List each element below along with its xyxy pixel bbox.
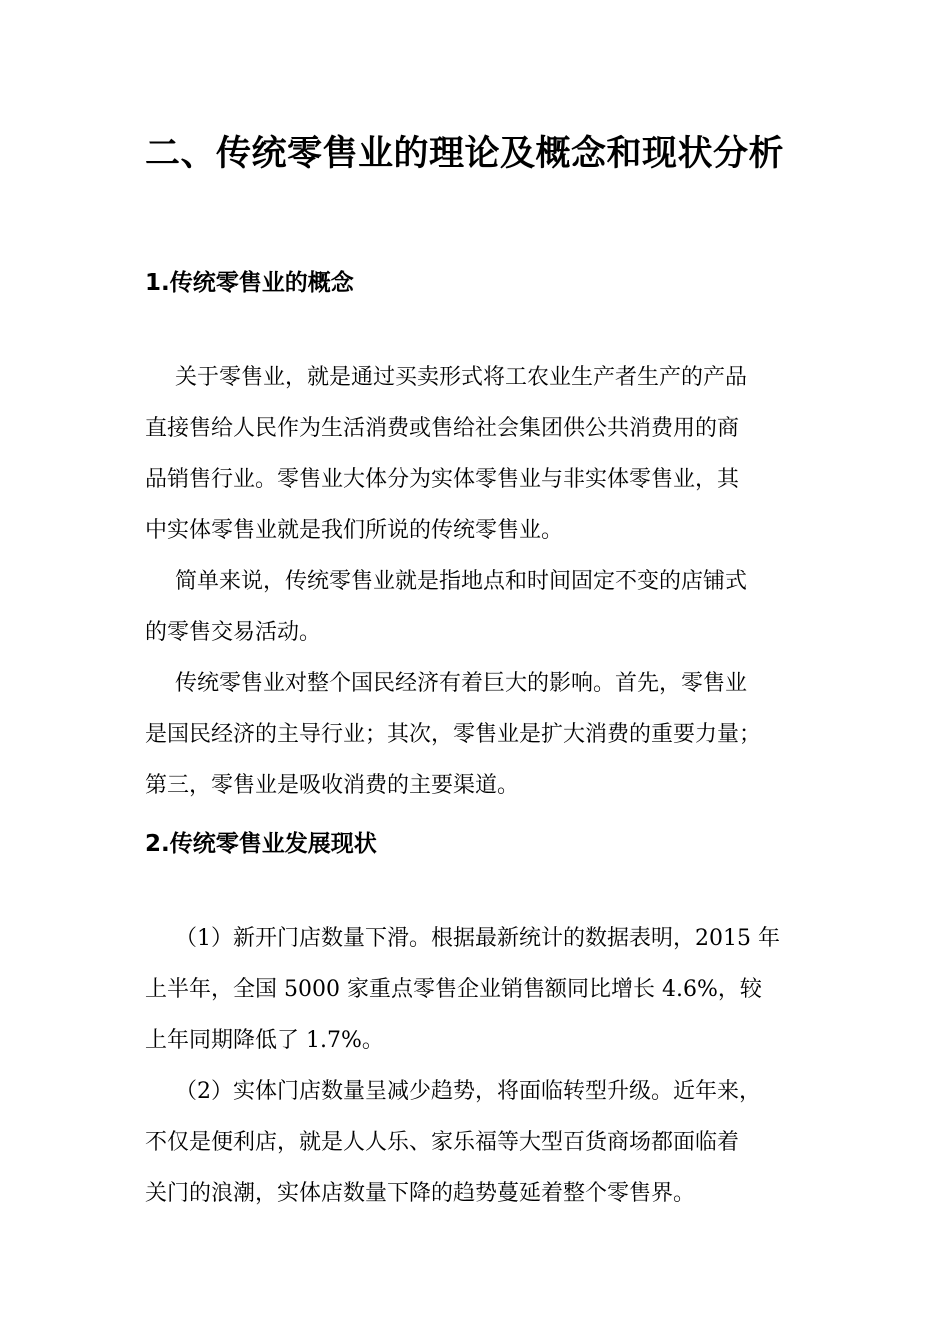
paragraph-store-decline bbox=[145, 913, 825, 1066]
text-line: 关于零售业，就是通过买卖形式将工农业生产者生产的产品 bbox=[175, 365, 748, 390]
text-line: 中实体零售业就是我们所说的传统零售业。 bbox=[145, 518, 564, 543]
text-line: （2）实体门店数量呈减少趋势，将面临转型升级。近年来， bbox=[175, 1079, 761, 1104]
section-heading-concept: 1.传统零售业的概念 bbox=[145, 270, 354, 296]
text-line: 是国民经济的主导行业；其次，零售业是扩大消费的重要力量； bbox=[145, 722, 762, 747]
page-title: 二、传统零售业的理论及概念和现状分析 bbox=[145, 133, 785, 174]
text-line: 第三，零售业是吸收消费的主要渠道。 bbox=[145, 773, 520, 798]
text-line: 传统零售业对整个国民经济有着巨大的影响。首先，零售业 bbox=[175, 671, 748, 696]
text-line: 直接售给人民作为生活消费或售给社会集团供公共消费用的商 bbox=[145, 416, 740, 441]
section-heading-status: 2.传统零售业发展现状 bbox=[145, 831, 377, 857]
paragraph-simple-definition bbox=[145, 556, 825, 658]
text-line: 关门的浪潮，实体店数量下降的趋势蔓延着整个零售界。 bbox=[145, 1181, 696, 1206]
text-line: （1）新开门店数量下滑。根据最新统计的数据表明，2015 年 bbox=[175, 926, 780, 951]
paragraph-physical-store-trend bbox=[145, 1066, 825, 1219]
text-line: 不仅是便利店，就是人人乐、家乐福等大型百货商场都面临着 bbox=[145, 1130, 740, 1155]
paragraph-economic-impact bbox=[145, 658, 825, 811]
text-line: 品销售行业。零售业大体分为实体零售业与非实体零售业，其 bbox=[145, 467, 740, 492]
text-line: 上半年，全国 5000 家重点零售企业销售额同比增长 4.6%，较 bbox=[145, 977, 762, 1002]
paragraph-definition bbox=[145, 352, 825, 556]
text-line: 简单来说，传统零售业就是指地点和时间固定不变的店铺式 bbox=[175, 569, 748, 594]
text-line: 的零售交易活动。 bbox=[145, 620, 322, 645]
text-line: 上年同期降低了 1.7%。 bbox=[145, 1028, 384, 1053]
